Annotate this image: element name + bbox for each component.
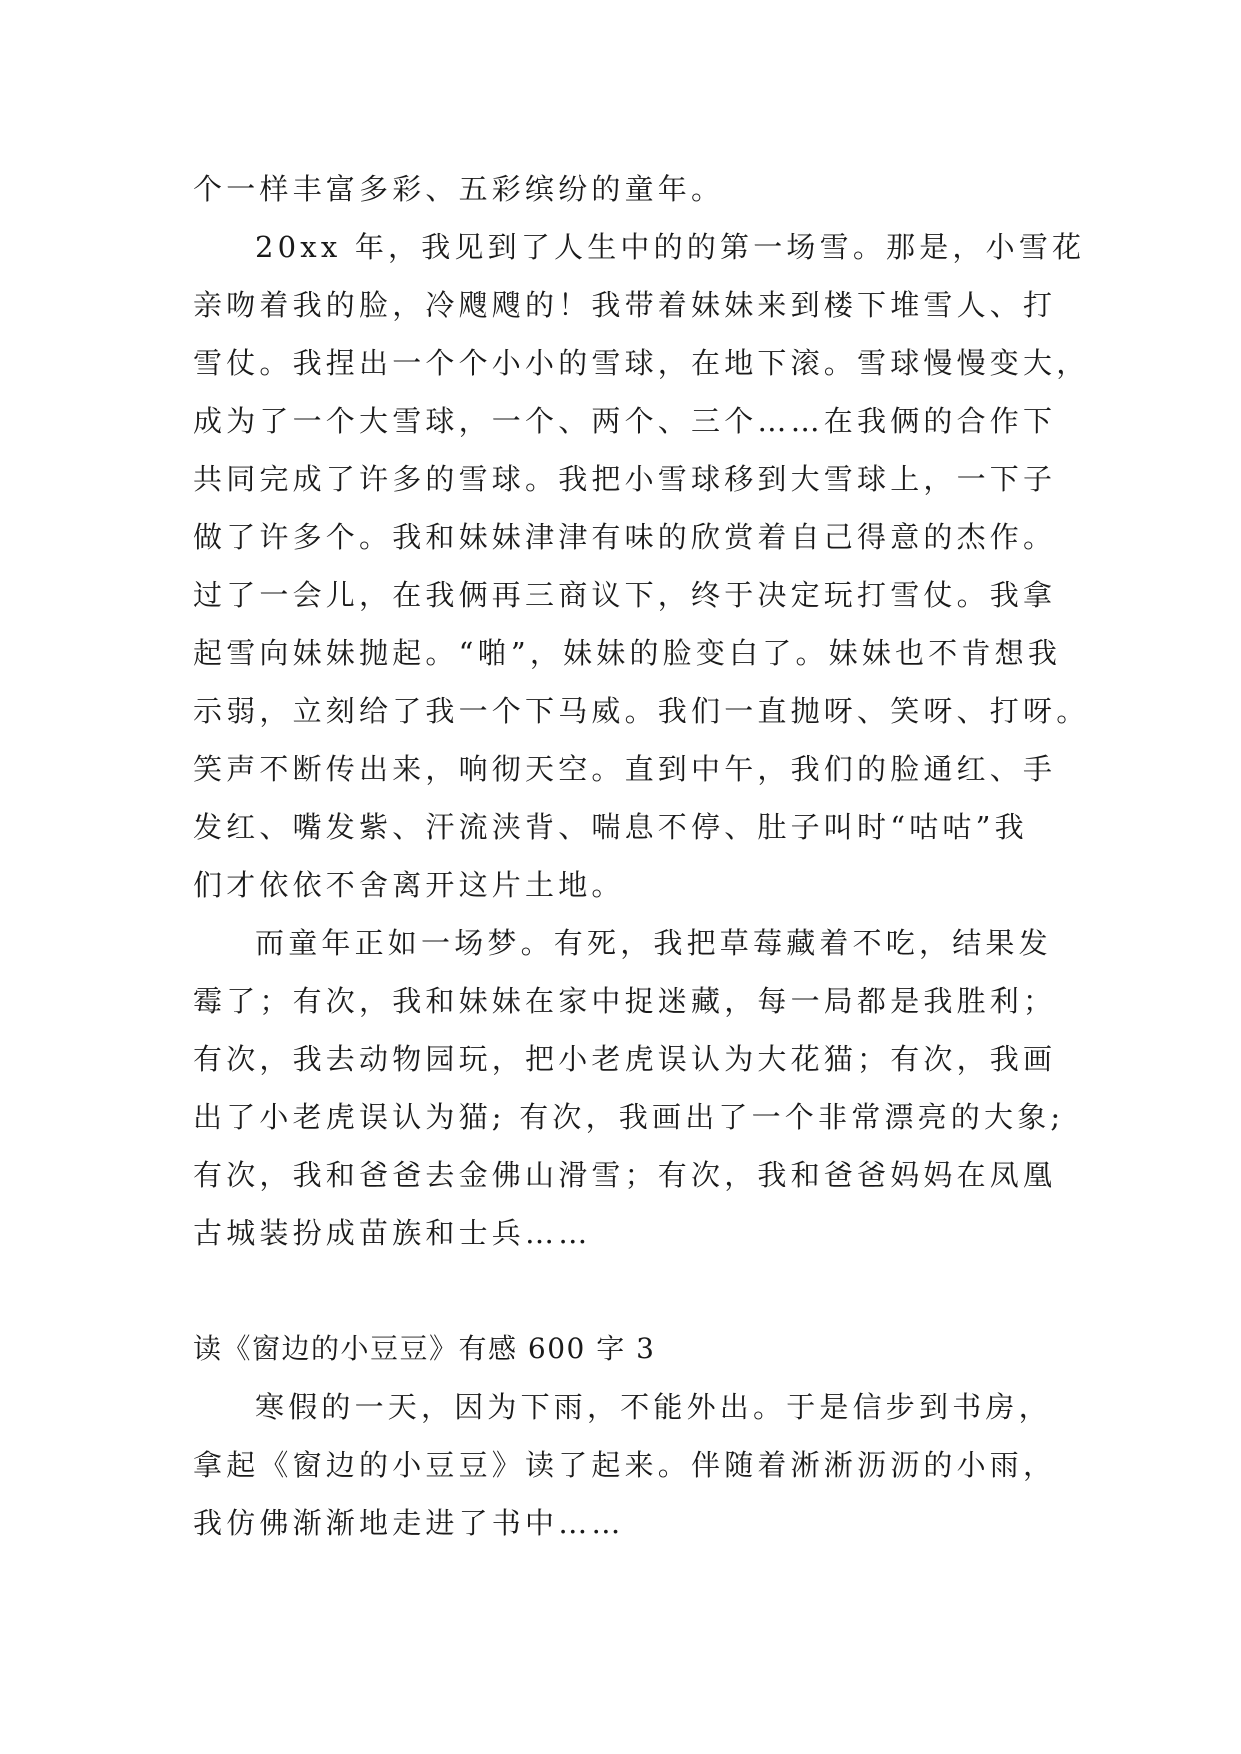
paragraph-start-line: 寒假的一天，因为下雨，不能外出。于是信步到书房，	[255, 1390, 1052, 1424]
text-line: 示弱，立刻给了我一个下马威。我们一直抛呀、笑呀、打呀。	[193, 694, 1090, 728]
text-line: 共同完成了许多的雪球。我把小雪球移到大雪球上，一下子	[193, 462, 1057, 496]
text-line: 笑声不断传出来，响彻天空。直到中午，我们的脸通红、手	[193, 752, 1057, 786]
text-line: 有次，我去动物园玩，把小老虎误认为大花猫；有次，我画	[193, 1042, 1057, 1076]
text-line: 出了小老虎误认为猫; 有次，我画出了一个非常漂亮的大象;	[193, 1100, 1065, 1134]
section-spacer	[193, 1262, 1055, 1320]
document-body	[193, 160, 1090, 1552]
text-line: 我仿佛渐渐地走进了书中……	[193, 1506, 625, 1540]
text-line: 成为了一个大雪球，一个、两个、三个……在我俩的合作下	[193, 404, 1057, 438]
paragraph-start-line: 而童年正如一场梦。有死，我把草莓藏着不吃，结果发	[255, 926, 1052, 960]
text-line: 个一样丰富多彩、五彩缤纷的童年。	[193, 172, 725, 206]
text-line: 拿起《窗边的小豆豆》读了起来。伴随着淅淅沥沥的小雨，	[193, 1448, 1057, 1482]
paragraph-start-line: 20xx 年，我见到了人生中的的第一场雪。那是，小雪花	[255, 230, 1086, 264]
text-line: 有次，我和爸爸去金佛山滑雪；有次，我和爸爸妈妈在凤凰	[193, 1158, 1057, 1192]
text-line: 过了一会儿，在我俩再三商议下，终于决定玩打雪仗。我拿	[193, 578, 1057, 612]
text-line: 古城装扮成苗族和士兵……	[193, 1216, 592, 1250]
text-line: 起雪向妹妹抛起。“啪”，妹妹的脸变白了。妹妹也不肯想我	[193, 636, 1062, 670]
text-line: 发红、嘴发紫、汗流浃背、喘息不停、肚子叫时“咕咕”我	[193, 810, 1028, 844]
text-line: 亲吻着我的脸，冷飕飕的！我带着妹妹来到楼下堆雪人、打	[193, 288, 1057, 322]
text-line: 雪仗。我捏出一个个小小的雪球，在地下滚。雪球慢慢变大，	[193, 346, 1090, 380]
section-heading: 读《窗边的小豆豆》有感 600 字 3	[193, 1332, 656, 1365]
text-line: 们才依依不舍离开这片土地。	[193, 868, 625, 902]
text-line: 做了许多个。我和妹妹津津有味的欣赏着自己得意的杰作。	[193, 520, 1057, 554]
text-line: 霉了；有次，我和妹妹在家中捉迷藏，每一局都是我胜利；	[193, 984, 1057, 1018]
